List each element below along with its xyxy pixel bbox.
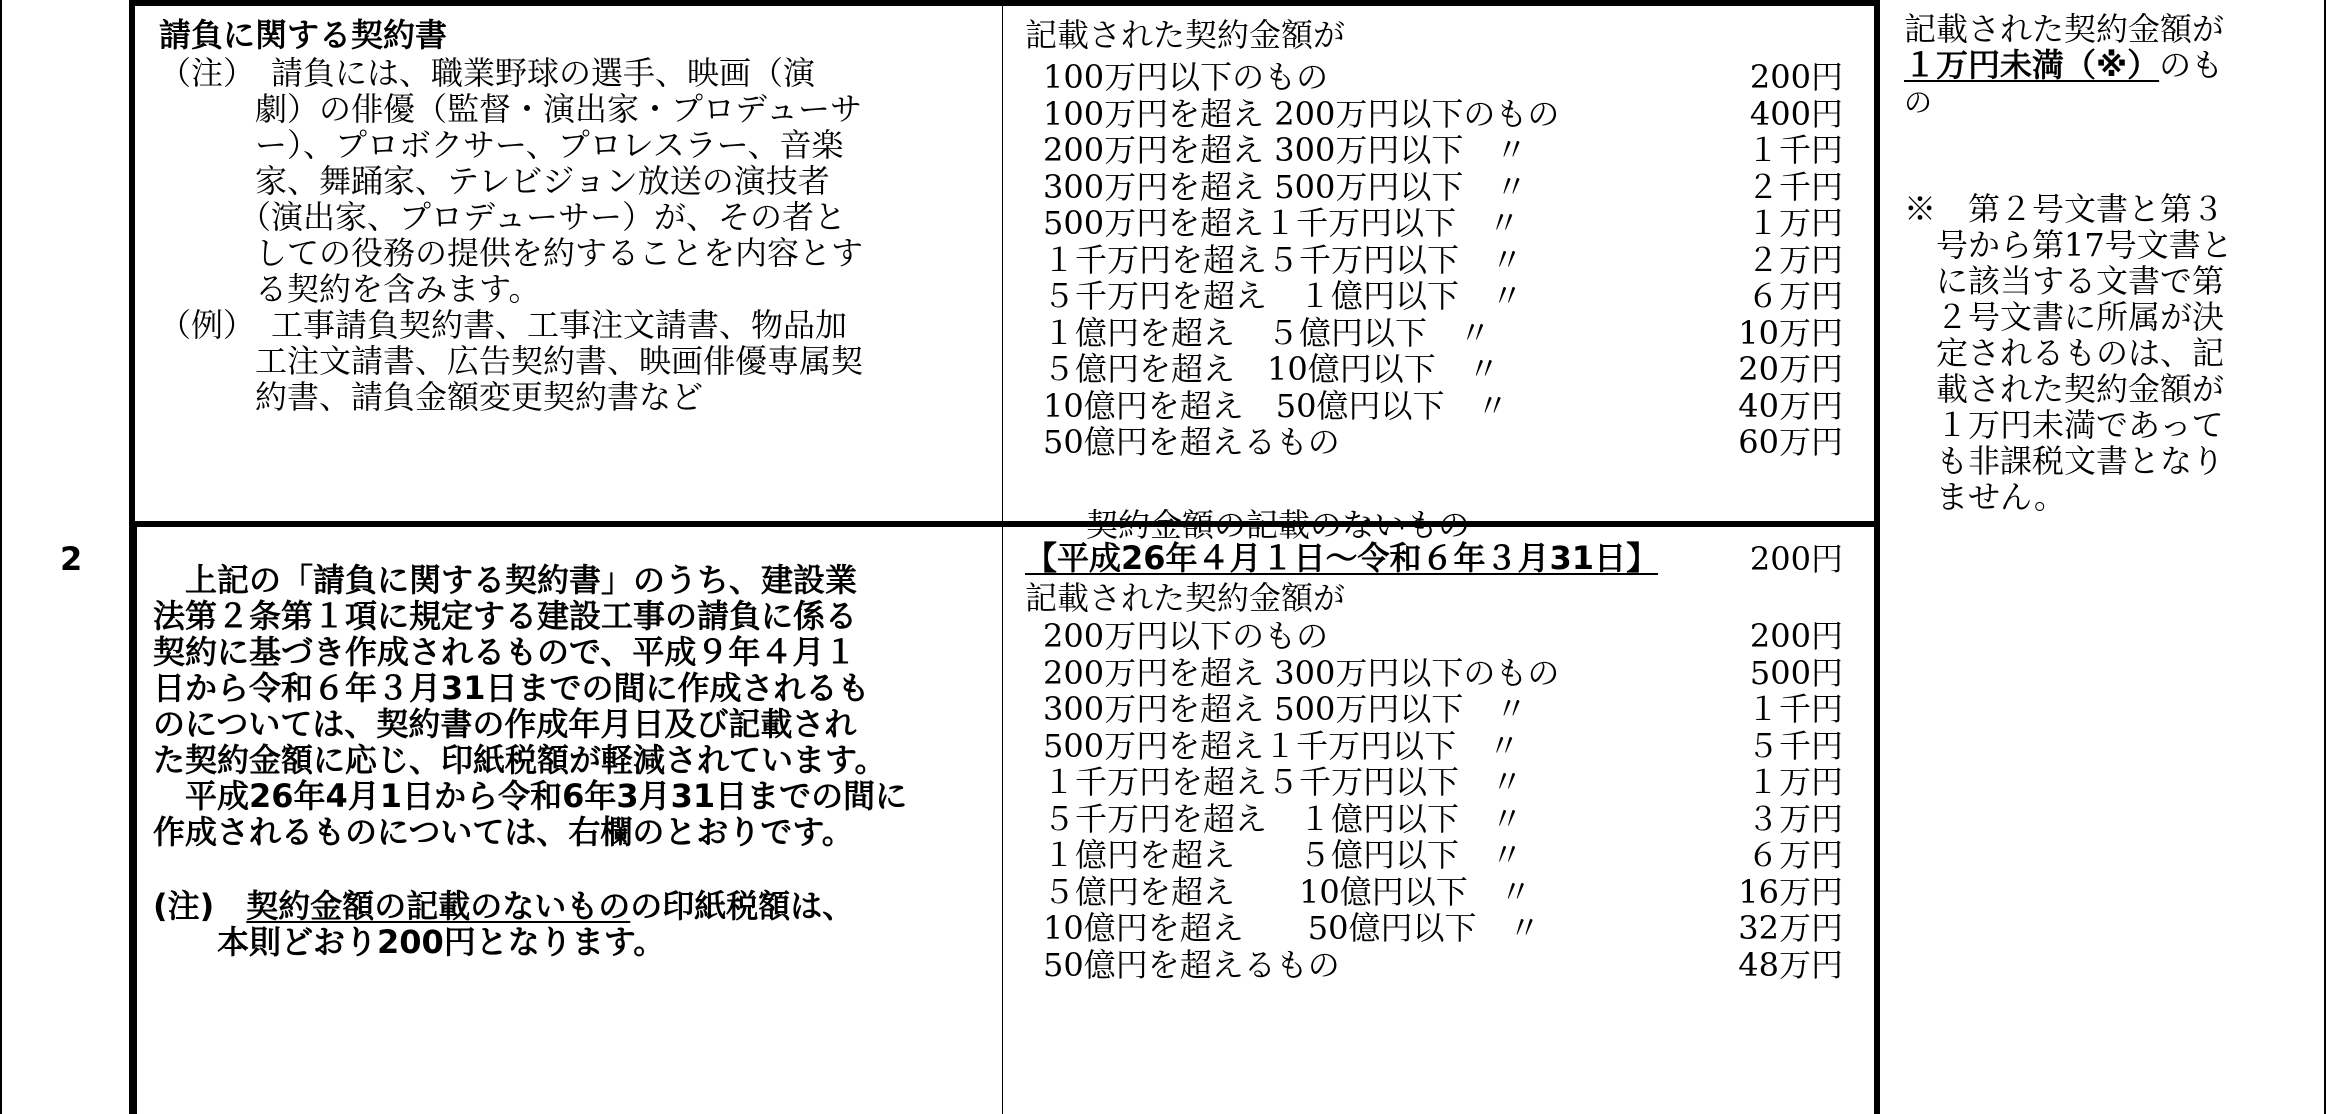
rate-range: 200万円を超え 300万円以下のもの xyxy=(1043,653,1560,692)
rate-amount: ６万円 xyxy=(1746,836,1843,874)
rate-row xyxy=(1043,726,1843,765)
rate-amount: ６万円 xyxy=(1746,277,1843,315)
rate-range: ５千万円を超え １億円以下 〃 xyxy=(1043,277,1524,315)
note-line: ２号文書に所属が決 xyxy=(1904,298,2225,336)
non-taxable-cell xyxy=(1880,0,2326,1114)
rate-range: ５千万円を超え １億円以下 〃 xyxy=(1043,799,1524,838)
rate-range: 100万円を超え 200万円以下のもの xyxy=(1043,94,1560,133)
rate-amount: 10万円 xyxy=(1738,313,1843,352)
contract-note-line: 家、舞踊家、テレビジョン放送の演技者 xyxy=(159,162,830,200)
rate-amount: 500円 xyxy=(1749,653,1843,692)
rate-row xyxy=(1043,240,1843,279)
rate-row xyxy=(1043,425,1843,459)
contract-title: 請負に関する契約書 xyxy=(159,16,448,54)
explanation-line: 作成されるものについては、右欄のとおりです。 xyxy=(153,813,854,851)
rate-row xyxy=(1043,167,1843,206)
reduced-rate-list xyxy=(1043,619,1843,989)
rate-row xyxy=(1043,206,1843,240)
rate-range: 500万円を超え１千万円以下 〃 xyxy=(1043,204,1521,242)
non-taxable-line2 xyxy=(1904,48,2223,82)
rate-row xyxy=(1043,872,1843,911)
rate-row xyxy=(1043,911,1843,945)
rate-amount: 200円 xyxy=(1749,617,1843,655)
contract-note-line: （演出家、プロデューサー）が、その者と xyxy=(159,198,847,236)
non-taxable-threshold: １万円未満（※） xyxy=(1904,46,2160,84)
contract-note-line: しての役務の提供を約することを内容とす xyxy=(159,234,864,272)
contract-note-line: る契約を含みます。 xyxy=(159,270,541,308)
construction-note-line2: 本則どおり200円となります。 xyxy=(153,923,666,961)
rate-amount: 60万円 xyxy=(1738,423,1843,461)
contract-note-line: ー）、プロボクサー、プロレスラー、音楽 xyxy=(159,126,844,164)
tax-rate-list xyxy=(1043,60,1843,460)
explanation-line: 日から令和６年３月31日までの間に作成されるも xyxy=(153,669,870,707)
row-number-column xyxy=(0,0,131,1114)
non-taxable-line3: の xyxy=(1904,86,1933,119)
rate-amount: 48万円 xyxy=(1738,945,1843,984)
rate-amount: 20万円 xyxy=(1738,350,1843,388)
rate-amount: １万円 xyxy=(1746,204,1843,242)
rate-row xyxy=(1043,692,1843,726)
contract-note-line: （注） 請負には、職業野球の選手、映画（演 xyxy=(159,54,816,92)
rate-amount: 40万円 xyxy=(1738,386,1843,425)
note-line: 定されるものは、記 xyxy=(1904,334,2225,372)
rate-amount: 16万円 xyxy=(1738,872,1843,911)
note-rest: の印紙税額は、 xyxy=(630,887,855,925)
rate-amount: １万円 xyxy=(1746,763,1843,801)
rate-amount: １千円 xyxy=(1746,690,1843,728)
rate-row xyxy=(1043,279,1843,313)
rate-range: 100万円以下のもの xyxy=(1043,58,1329,96)
amount-heading: 記載された契約金額が xyxy=(1025,16,1346,54)
note-line: も非課税文書となり xyxy=(1904,442,2225,480)
contract-note-line: （例） 工事請負契約書、工事注文請書、物品加 xyxy=(159,306,848,344)
note-line: ません。 xyxy=(1904,478,2066,516)
rate-amount: ３万円 xyxy=(1746,799,1843,838)
rate-range: 50億円を超えるもの xyxy=(1043,945,1340,984)
rate-row xyxy=(1043,838,1843,872)
rate-range: 500万円を超え１千万円以下 〃 xyxy=(1043,726,1521,765)
contract-note-line: 約書、請負金額変更契約書など xyxy=(159,378,704,416)
note-line: 号から第17号文書と xyxy=(1904,226,2233,264)
rate-row xyxy=(1043,945,1843,984)
construction-note-line1 xyxy=(153,889,854,923)
no-amount-label: 契約金額の記載のないもの xyxy=(1086,506,1471,544)
contract-description-cell xyxy=(131,0,1003,527)
explanation-line: た契約金額に応じ、印紙税額が軽減されています。 xyxy=(153,741,887,779)
explanation-line: 平成26年4月1日から令和6年3月31日までの間に xyxy=(153,777,908,815)
explanation-line: 契約に基づき作成されるもので、平成９年４月１ xyxy=(153,633,857,671)
reduced-tax-cell xyxy=(1003,521,1880,1114)
rate-range: １千万円を超え５千万円以下 〃 xyxy=(1043,763,1524,801)
rate-row xyxy=(1043,60,1843,94)
rate-row xyxy=(1043,799,1843,838)
row-number: 2 xyxy=(60,540,83,578)
rate-row xyxy=(1043,653,1843,692)
rate-amount: 400円 xyxy=(1749,94,1843,133)
note-line: １万円未満であって xyxy=(1904,406,2224,444)
note-line: に該当する文書で第 xyxy=(1904,262,2225,300)
rate-range: 50億円を超えるもの xyxy=(1043,423,1340,461)
reduced-heading: 記載された契約金額が xyxy=(1025,579,1346,617)
rate-row xyxy=(1043,94,1843,133)
rate-row xyxy=(1043,386,1843,425)
rate-amount: ２千円 xyxy=(1746,167,1843,206)
rate-row xyxy=(1043,765,1843,799)
rate-amount: 200円 xyxy=(1749,58,1843,96)
rate-range: 300万円を超え 500万円以下 〃 xyxy=(1043,690,1528,728)
rate-row xyxy=(1043,619,1843,653)
note-underlined: 契約金額の記載のないもの xyxy=(246,887,631,925)
rate-range: １千万円を超え５千万円以下 〃 xyxy=(1043,240,1524,279)
explanation-line: のについては、契約書の作成年月日及び記載され xyxy=(153,705,857,743)
rate-row xyxy=(1043,313,1843,352)
rate-range: １億円を超え ５億円以下 〃 xyxy=(1043,313,1492,352)
rate-range: ５億円を超え 10億円以下 〃 xyxy=(1043,350,1500,388)
note-prefix: (注) xyxy=(153,887,247,925)
rate-row xyxy=(1043,133,1843,167)
rate-amount: ２万円 xyxy=(1746,240,1843,279)
explanation-line: 法第２条第１項に規定する建設工事の請負に係る xyxy=(153,597,858,635)
non-taxable-line1: 記載された契約金額が xyxy=(1904,10,2225,48)
rate-range: 10億円を超え 50億円以下 〃 xyxy=(1043,909,1541,947)
construction-explanation-cell xyxy=(131,521,1003,1114)
rate-range: 10億円を超え 50億円以下 〃 xyxy=(1043,386,1509,425)
rate-amount: ５千円 xyxy=(1746,726,1843,765)
rate-range: 300万円を超え 500万円以下 〃 xyxy=(1043,167,1528,206)
non-taxable-line2-rest: のも xyxy=(2159,46,2224,84)
rate-row xyxy=(1043,352,1843,386)
rate-amount: １千円 xyxy=(1746,131,1843,169)
note-line: 載された契約金額が xyxy=(1904,370,2225,408)
no-amount-value: 200円 xyxy=(1749,540,1843,578)
rate-amount: 32万円 xyxy=(1738,909,1843,947)
rate-range: 200万円以下のもの xyxy=(1043,617,1329,655)
rate-range: １億円を超え ５億円以下 〃 xyxy=(1043,836,1524,874)
explanation-line: 上記の「請負に関する契約書」のうち、建設業 xyxy=(153,561,858,599)
reduced-period: 【平成26年４月１日～令和６年３月31日】 xyxy=(1025,539,1659,577)
contract-note-line: 工注文請書、広告契約書、映画俳優専属契 xyxy=(159,342,864,380)
rate-range: 200万円を超え 300万円以下 〃 xyxy=(1043,131,1528,169)
note-line: ※ 第２号文書と第３ xyxy=(1904,190,2225,228)
contract-note-line: 劇）の俳優（監督・演出家・プロデューサ xyxy=(159,90,863,128)
rate-range: ５億円を超え 10億円以下 〃 xyxy=(1043,872,1532,911)
